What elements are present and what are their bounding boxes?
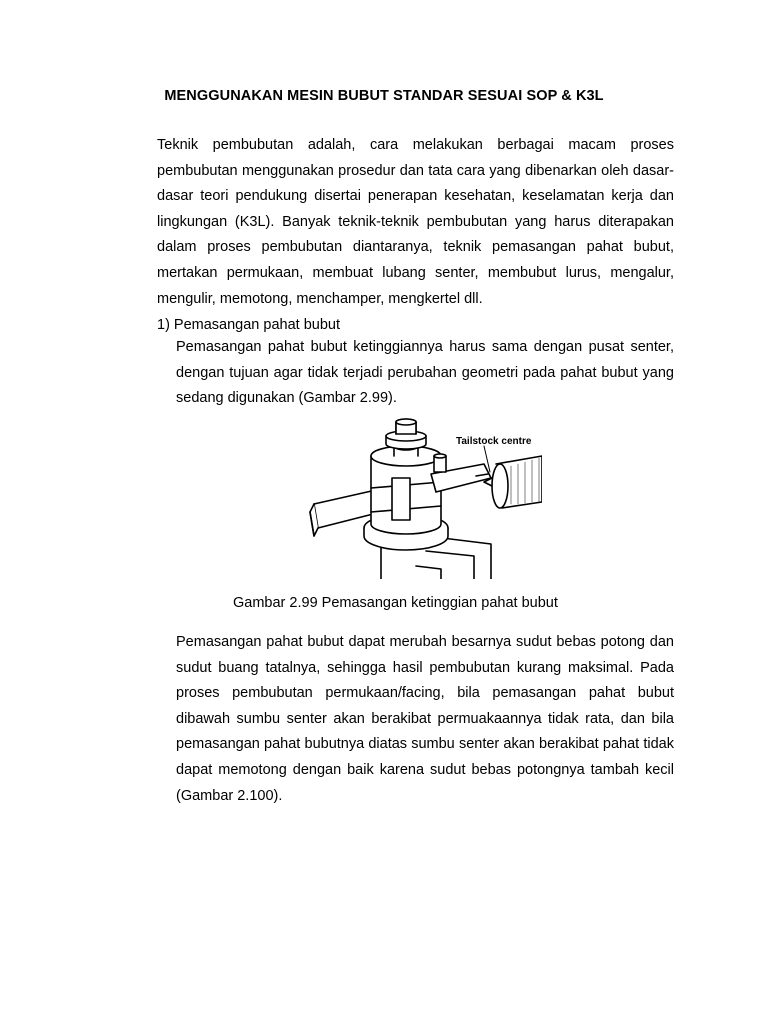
section-heading-pemasangan: 1) Pemasangan pahat bubut [157,317,340,333]
section-paragraph-1: Pemasangan pahat bubut ketinggiannya harus sama dengan pusat senter, dengan tujuan agar tidak terjadi perubahan geometri pada pahat bubut yang sedang digunakan (Gambar 2.99). [176,339,674,407]
intro-paragraph: Teknik pembubutan adalah, cara melakukan berbagai macam proses pembubutan menggunakan prosedur dan tata cara yang dibenarkan oleh dasar-dasar teori pendukung disertai penerapan kesehatan, keselamatan kerja dan lingkungan (K3L). Banyak teknik-teknik pembubutan yang harus diterapakan dalam proses pembubutan diantaranya, teknik pemasangan pahat bubut, mertakan permukaan, membuat lubang senter, membubut lurus, mengalur, mengulir, memotong, menchamper, mengkertel dll. [157,137,674,307]
page-title: MENGGUNAKAN MESIN BUBUT STANDAR SESUAI SOP & K3L [164,88,604,104]
figure-label: Tailstock centre [456,436,532,447]
figure-caption: Gambar 2.99 Pemasangan ketinggian pahat bubut [233,595,558,611]
lathe-tool-height-figure [306,416,542,579]
section-paragraph-2: Pemasangan pahat bubut dapat merubah besarnya sudut bebas potong dan sudut buang tatalnya, sehingga hasil pembubutan kurang maksimal. Pada proses pembubutan permukaan/facing, bila pemasangan pahat bubut dibawah sumbu senter akan berakibat permuakaannya tidak rata, dan bila pemasangan pahat bubutnya diatas sumbu senter akan berakibat pahat tidak dapat memotong dengan baik karena sudut bebas potongnya tambah kecil (Gambar 2.100). [176,634,674,804]
